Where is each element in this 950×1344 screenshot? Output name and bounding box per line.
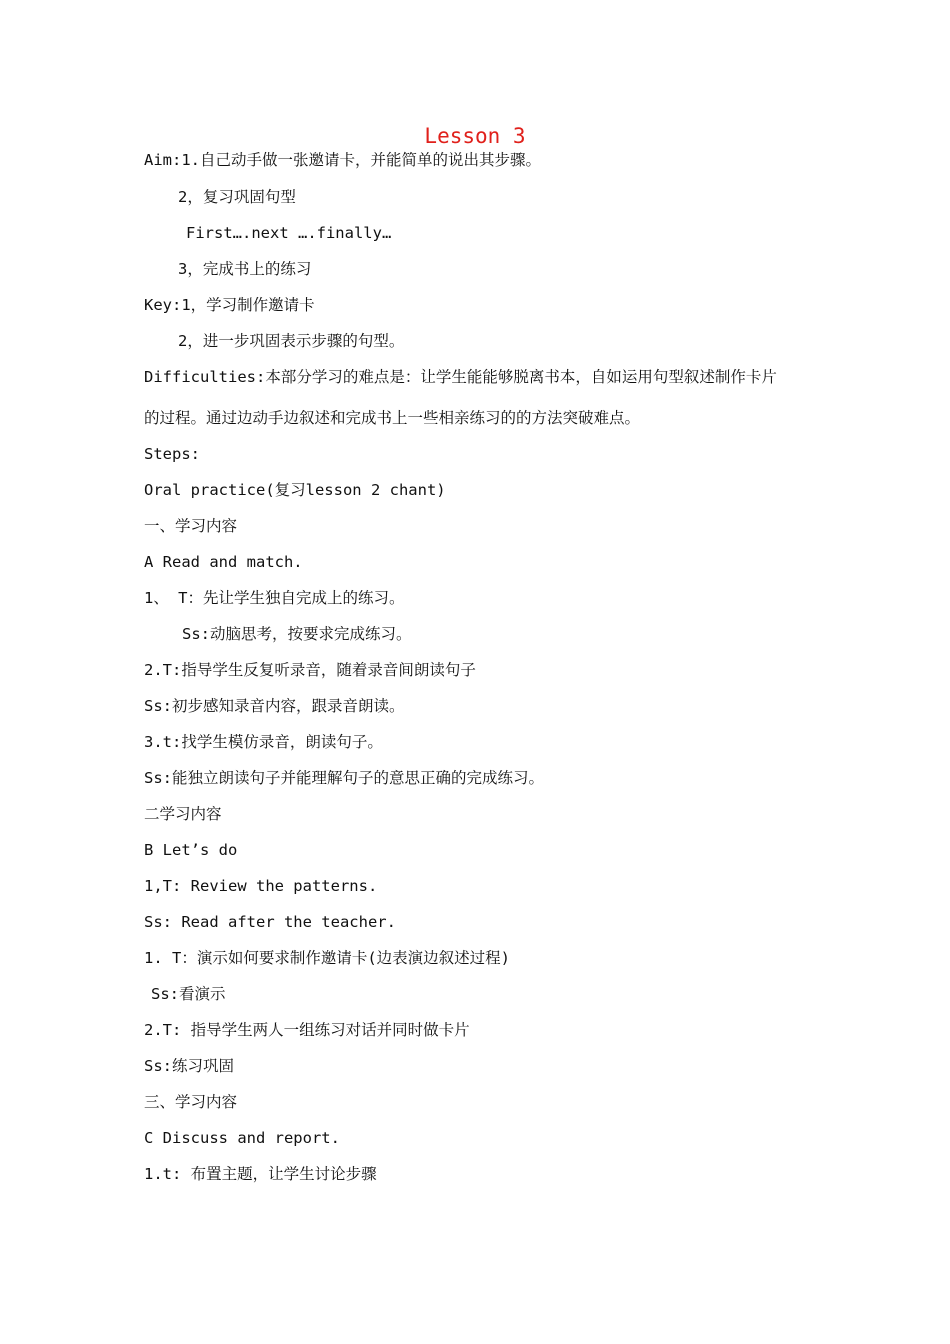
step-line: 1.t: 布置主题，让学生讨论步骤 [144,1165,377,1183]
section-a-title: A Read and match. [144,553,303,571]
lesson-title: Lesson 3 [424,124,526,148]
step-line: 2.T:指导学生反复听录音，随着录音间朗读句子 [144,661,476,679]
aim-pattern: First….next ….finally… [186,224,392,242]
step-line: Ss:能独立朗读句子并能理解句子的意思正确的完成练习。 [144,769,544,787]
section-b-title: B Let’s do [144,841,238,859]
step-line: Ss:动脑思考，按要求完成练习。 [182,625,412,643]
difficulties-continued: 的过程。通过边动手边叙述和完成书上一些相亲练习的的方法突破难点。 [144,409,641,427]
section-3-heading: 三、学习内容 [144,1093,238,1111]
step-line: 2.T: 指导学生两人一组练习对话并同时做卡片 [144,1021,470,1039]
aim-item-2: 2，复习巩固句型 [178,188,296,206]
oral-practice-line: Oral practice(复习lesson 2 chant) [144,481,446,499]
step-line: 3.t:找学生模仿录音，朗读句子。 [144,733,383,751]
difficulties-line: Difficulties:本部分学习的难点是：让学生能能够脱离书本，自如运用句型叙述制作卡片 [144,368,777,386]
step-line: Ss:练习巩固 [144,1057,234,1075]
section-c-title: C Discuss and report. [144,1129,340,1147]
step-line: 1. T：演示如何要求制作邀请卡(边表演边叙述过程) [144,949,510,967]
step-line: Ss:看演示 [151,985,226,1003]
section-1-heading: 一、学习内容 [144,517,238,535]
step-line: Ss:初步感知录音内容，跟录音朗读。 [144,697,405,715]
steps-heading: Steps: [144,445,200,463]
aim-line: Aim:1.自己动手做一张邀请卡，并能简单的说出其步骤。 [144,151,541,169]
section-2-heading: 二学习内容 [144,805,222,823]
key-line: Key:1，学习制作邀请卡 [144,296,315,314]
aim-item-3: 3，完成书上的练习 [178,260,312,278]
key-item-2: 2，进一步巩固表示步骤的句型。 [178,332,405,350]
step-line: 1,T: Review the patterns. [144,877,378,895]
step-line: 1、 T：先让学生独自完成上的练习。 [144,589,405,607]
step-line: Ss: Read after the teacher. [144,913,396,931]
